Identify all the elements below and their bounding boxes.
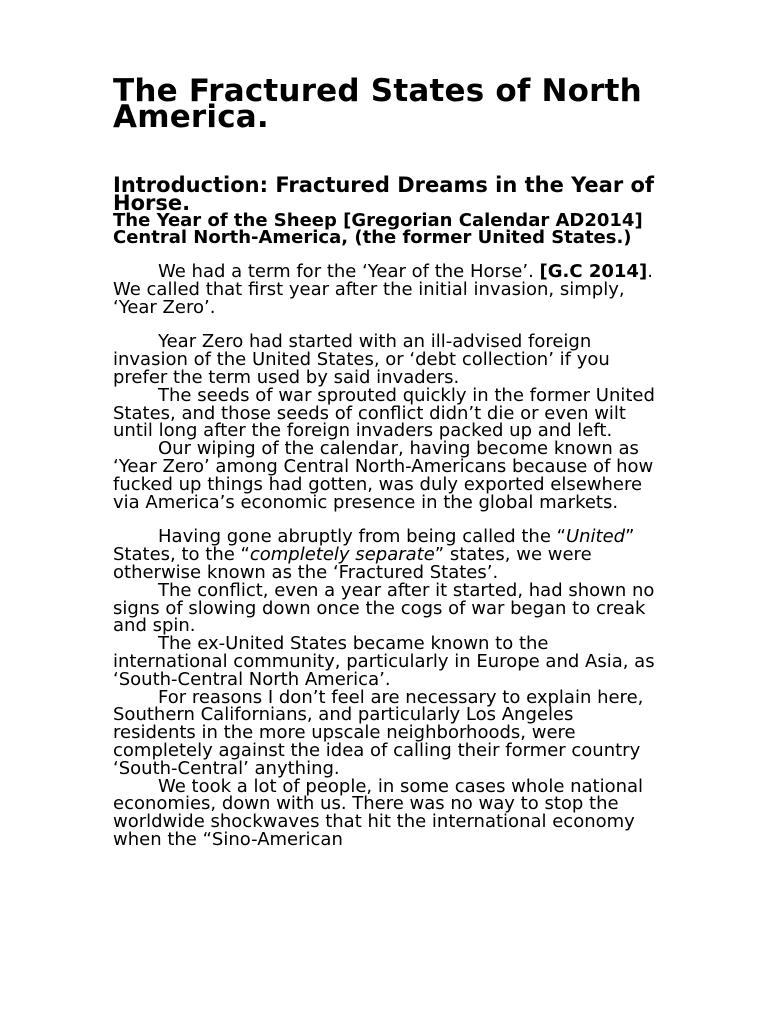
gregorian-year-note: [G.C 2014] — [539, 261, 648, 282]
paragraph-2: Year Zero had started with an ill-advised foreign invasion of the United States, or ‘debt collection’ if you prefer the term used by said invaders. — [113, 331, 610, 388]
paragraph-5-text-c: ” States, to the “ — [113, 526, 635, 566]
location-subheading: Central North-America, (the former United States.) — [113, 227, 632, 248]
document-page — [113, 73, 661, 850]
paragraph-1 — [113, 263, 661, 316]
paragraph-5-text-a: Having gone abruptly from being called the “ — [158, 526, 566, 548]
body-text — [113, 263, 661, 849]
paragraph-3: The seeds of war sprouted quickly in the former United States, and those seeds of conflict didn’t die or even wilt until long after the foreign invaders packed up and left. — [113, 384, 655, 442]
paragraph-5 — [113, 528, 661, 581]
paragraph-6: The conflict, even a year after it started, had shown no signs of slowing down once the cogs of war began to creak and spin. — [113, 579, 655, 637]
paragraph-8: For reasons I don’t feel are necessary to explain here, Southern Californians, and particularly Los Angeles residents in the more upscale neighborhoods, were completely against the idea of calling their former country ‘South-Central’ anything. — [113, 686, 644, 779]
year-subheading: The Year of the Sheep [Gregorian Calendar AD2014] — [113, 210, 643, 231]
document-title: The Fractured States of North America. — [113, 73, 642, 135]
paragraph-5-italic-united: United — [565, 526, 626, 548]
paragraph-5-italic-separate: completely separate — [249, 544, 435, 566]
paragraph-1-text-a: We had a term for the ‘Year of the Horse’. — [158, 261, 540, 282]
intro-heading: Introduction: Fractured Dreams in the Year of Horse. — [113, 173, 655, 215]
paragraph-7: The ex-United States became known to the international community, particularly in Europe and Asia, as ‘South-Central North America’. — [113, 633, 655, 690]
paragraph-9: We took a lot of people, in some cases whole national economies, down with us. There was no way to stop the worldwide shockwaves that hit the international economy when the “Sino-American — [113, 775, 644, 850]
paragraph-4: Our wiping of the calendar, having become known as ‘Year Zero’ among Central North-Americans because of how fucked up things had gotten, was duly exported elsewhere via America’s economic presence in the global markets. — [113, 438, 654, 513]
paragraph-1-text-c: . We called that first year after the initial invasion, simply, ‘Year Zero’. — [113, 261, 653, 318]
paragraph-5-text-e: ” states, we were otherwise known as the ‘Fractured States’. — [113, 544, 592, 583]
